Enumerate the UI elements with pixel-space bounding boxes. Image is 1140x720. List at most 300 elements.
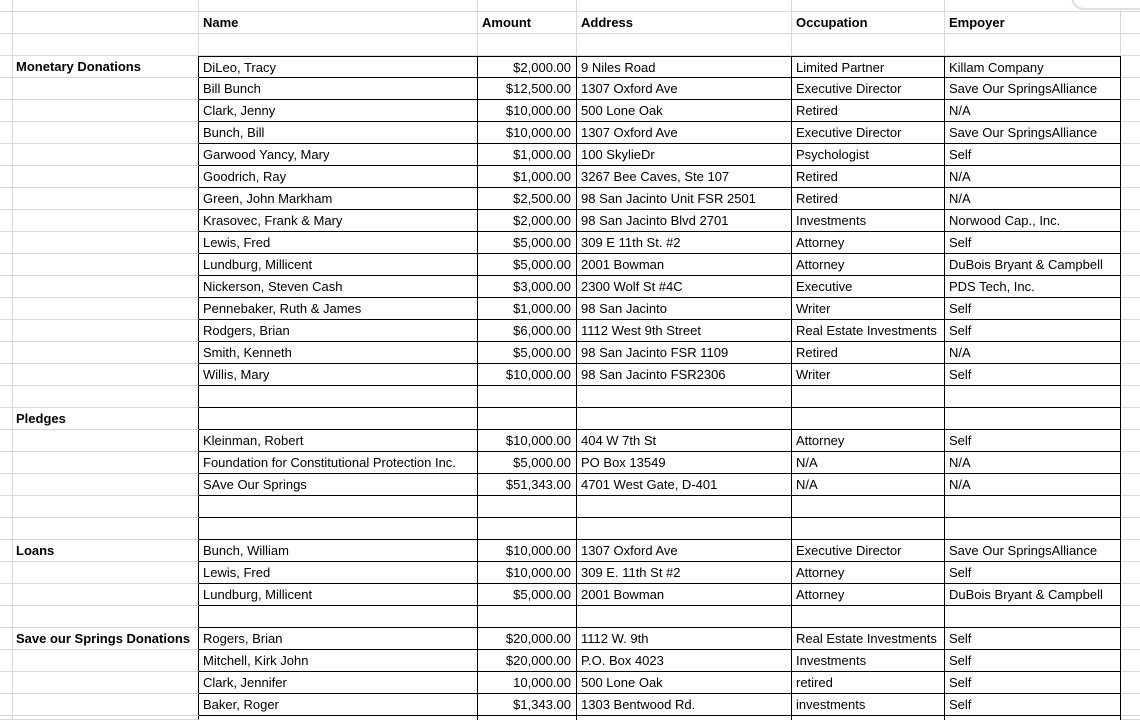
section-label[interactable]: Monetary Donations [13, 56, 199, 78]
cell-address[interactable]: 4701 West Gate, D-401 [577, 474, 792, 496]
table-row [0, 408, 1140, 430]
cell[interactable] [0, 518, 13, 540]
cell-address[interactable]: 98 San Jacinto FSR2306 [577, 364, 792, 386]
cell-occupation[interactable]: Executive Director [792, 122, 945, 144]
cell-occupation[interactable]: Retired [792, 100, 945, 122]
header-cell-employer[interactable]: Empoyer [945, 12, 1121, 34]
cell-employer[interactable]: N/A [945, 474, 1121, 496]
cell-occupation[interactable]: Writer [792, 364, 945, 386]
cell-occupation[interactable] [792, 606, 945, 628]
cell-employer[interactable]: PDS Tech, Inc. [945, 276, 1121, 298]
cell-occupation[interactable]: N/A [792, 452, 945, 474]
section-label[interactable]: Pledges [13, 408, 199, 430]
cell-address[interactable] [577, 386, 792, 408]
cell-name[interactable]: Lundburg, Millicent [199, 254, 478, 276]
cell-section[interactable] [13, 320, 199, 342]
cell-amount[interactable]: $10,000.00 [478, 430, 577, 452]
section-label[interactable]: Loans [13, 540, 199, 562]
cell-name[interactable]: Mitchell, Kirk John [199, 650, 478, 672]
table-row [0, 628, 1140, 650]
cell-employer[interactable]: Self [945, 694, 1121, 716]
cell [478, 0, 577, 12]
cell-employer[interactable] [945, 518, 1121, 540]
cell-employer[interactable]: Self [945, 364, 1121, 386]
table-row [0, 650, 1140, 672]
cell-employer[interactable]: Self [945, 320, 1121, 342]
cell[interactable] [0, 672, 13, 694]
cell-name[interactable]: Bunch, William [199, 540, 478, 562]
cell-name[interactable]: Baker, Roger [199, 694, 478, 716]
table-row [0, 210, 1140, 232]
cell-amount[interactable]: $5,000.00 [478, 254, 577, 276]
cell[interactable] [0, 34, 13, 56]
cell-name[interactable]: Clark, Jenny [199, 100, 478, 122]
cell-name[interactable]: Pennebaker, Ruth & James [199, 298, 478, 320]
cell-occupation[interactable]: Retired [792, 342, 945, 364]
cell-amount[interactable] [478, 408, 577, 430]
cell-amount[interactable]: $10,000.00 [478, 562, 577, 584]
cell-occupation[interactable] [792, 496, 945, 518]
cell-address[interactable]: 309 E 11th St. #2 [577, 232, 792, 254]
cell-address[interactable] [577, 408, 792, 430]
cell-address[interactable]: PO Box 13549 [577, 452, 792, 474]
cell-employer[interactable]: Self [945, 672, 1121, 694]
cell-address[interactable] [577, 606, 792, 628]
cell-amount[interactable]: $1,000.00 [478, 166, 577, 188]
table-row [0, 518, 1140, 540]
cell[interactable] [1121, 78, 1140, 100]
cell-section[interactable] [13, 430, 199, 452]
cell-employer[interactable]: Save Our SpringsAlliance [945, 122, 1121, 144]
table-row [0, 716, 1140, 720]
cell-address[interactable]: 1112 West 9th Street [577, 320, 792, 342]
cell[interactable] [1121, 672, 1140, 694]
cell-name[interactable]: Garwood Yancy, Mary [199, 144, 478, 166]
cell-section[interactable] [13, 672, 199, 694]
cell[interactable] [0, 12, 13, 34]
table-row [0, 232, 1140, 254]
cell[interactable] [199, 34, 478, 56]
cell-name[interactable]: Smith, Kenneth [199, 342, 478, 364]
table-row [0, 320, 1140, 342]
cell-amount[interactable]: $12,500.00 [478, 78, 577, 100]
cell[interactable] [1121, 34, 1140, 56]
cell-amount[interactable]: $1,000.00 [478, 298, 577, 320]
cell-amount[interactable]: $3,000.00 [478, 276, 577, 298]
cell-amount[interactable] [478, 386, 577, 408]
cell-name[interactable]: Rogers, Brian [199, 628, 478, 650]
cell-section[interactable] [13, 386, 199, 408]
cell-employer[interactable]: Self [945, 562, 1121, 584]
cell-section[interactable] [13, 474, 199, 496]
cell[interactable] [0, 122, 13, 144]
cell-section[interactable] [13, 562, 199, 584]
cell[interactable] [0, 430, 13, 452]
cell[interactable] [1121, 452, 1140, 474]
cell-address[interactable]: 98 San Jacinto FSR 1109 [577, 342, 792, 364]
cell-address[interactable]: 2001 Bowman [577, 254, 792, 276]
cell-section[interactable] [13, 342, 199, 364]
cell[interactable] [1121, 518, 1140, 540]
cell-occupation[interactable]: Attorney [792, 430, 945, 452]
header-row [0, 12, 1140, 34]
floating-panel-corner [1071, 0, 1140, 10]
table-row [0, 584, 1140, 606]
cell-amount[interactable]: $5,000.00 [478, 452, 577, 474]
cell-occupation[interactable]: Real Estate Investments [792, 320, 945, 342]
cell[interactable] [1121, 56, 1140, 78]
cell-amount[interactable]: $5,000.00 [478, 342, 577, 364]
cell-name[interactable]: Lundburg, Millicent [199, 584, 478, 606]
cell[interactable] [0, 386, 13, 408]
cell-employer[interactable]: N/A [945, 452, 1121, 474]
cell-amount[interactable]: $20,000.00 [478, 628, 577, 650]
cell[interactable] [1121, 606, 1140, 628]
cell-amount[interactable]: $10,000.00 [478, 540, 577, 562]
cell[interactable] [0, 100, 13, 122]
table-row [0, 540, 1140, 562]
cell-occupation[interactable]: Attorney [792, 232, 945, 254]
cell-name[interactable]: Nickerson, Steven Cash [199, 276, 478, 298]
cell-employer[interactable]: Self [945, 298, 1121, 320]
cell[interactable] [1121, 584, 1140, 606]
cell-occupation[interactable]: N/A [792, 474, 945, 496]
cell [945, 716, 1121, 720]
cell-employer[interactable] [945, 496, 1121, 518]
cell-name[interactable]: Bunch, Bill [199, 122, 478, 144]
cell-section[interactable] [13, 584, 199, 606]
cell-amount[interactable]: $51,343.00 [478, 474, 577, 496]
cell-occupation[interactable]: Attorney [792, 254, 945, 276]
cell[interactable] [13, 34, 199, 56]
cell-address[interactable]: 309 E. 11th St #2 [577, 562, 792, 584]
cell-occupation[interactable]: Attorney [792, 562, 945, 584]
cell[interactable] [1121, 540, 1140, 562]
cell [13, 716, 199, 720]
cell-employer[interactable]: Save Our SpringsAlliance [945, 78, 1121, 100]
cell-name[interactable]: Lewis, Fred [199, 562, 478, 584]
cell-address[interactable]: 9 Niles Road [577, 56, 792, 78]
cell[interactable] [0, 254, 13, 276]
table-row [0, 474, 1140, 496]
cell-occupation[interactable]: Investments [792, 210, 945, 232]
cell-employer[interactable]: Self [945, 628, 1121, 650]
cell-occupation[interactable]: Executive Director [792, 540, 945, 562]
cell[interactable] [1121, 694, 1140, 716]
cell-name[interactable]: Foundation for Constitutional Protection Inc. [199, 452, 478, 474]
cell-address[interactable]: 500 Lone Oak [577, 100, 792, 122]
cell-employer[interactable]: Self [945, 144, 1121, 166]
cell[interactable] [1121, 276, 1140, 298]
cell-occupation[interactable]: Investments [792, 650, 945, 672]
cell-amount[interactable]: $10,000.00 [478, 364, 577, 386]
header-cell-occupation[interactable]: Occupation [792, 12, 945, 34]
cell-occupation[interactable]: investments [792, 694, 945, 716]
cell-employer[interactable]: Self [945, 650, 1121, 672]
cell[interactable] [1121, 342, 1140, 364]
cell-section[interactable] [13, 100, 199, 122]
cell-occupation[interactable]: Executive [792, 276, 945, 298]
section-label[interactable]: Save our Springs Donations [13, 628, 199, 650]
cell-section[interactable] [13, 232, 199, 254]
cell-amount[interactable]: 10,000.00 [478, 672, 577, 694]
cell[interactable] [0, 188, 13, 210]
table-row [0, 254, 1140, 276]
cell[interactable] [0, 166, 13, 188]
table-row [0, 606, 1140, 628]
cell[interactable] [0, 56, 13, 78]
cell[interactable] [792, 34, 945, 56]
cell-section[interactable] [13, 166, 199, 188]
cell-amount[interactable]: $5,000.00 [478, 584, 577, 606]
cell-amount[interactable] [478, 606, 577, 628]
cell-address[interactable]: 98 San Jacinto [577, 298, 792, 320]
cell-occupation[interactable]: Attorney [792, 584, 945, 606]
cell-amount[interactable] [478, 518, 577, 540]
cell[interactable] [0, 320, 13, 342]
cell-employer[interactable]: Self [945, 232, 1121, 254]
cell-address[interactable]: 1307 Oxford Ave [577, 122, 792, 144]
cell-occupation[interactable]: Limited Partner [792, 56, 945, 78]
cell-name[interactable]: SAve Our Springs [199, 474, 478, 496]
cell[interactable] [1121, 188, 1140, 210]
cell-address[interactable] [577, 496, 792, 518]
cell-amount[interactable]: $10,000.00 [478, 122, 577, 144]
cell-section[interactable] [13, 78, 199, 100]
cell[interactable] [1121, 166, 1140, 188]
table-row [0, 452, 1140, 474]
cell-section[interactable] [13, 452, 199, 474]
cell-amount[interactable]: $6,000.00 [478, 320, 577, 342]
cell-employer[interactable]: Self [945, 430, 1121, 452]
cell-name[interactable]: DiLeo, Tracy [199, 56, 478, 78]
table-row [0, 100, 1140, 122]
cell-name[interactable] [199, 496, 478, 518]
cell-address[interactable]: 1303 Bentwood Rd. [577, 694, 792, 716]
cell-address[interactable]: 500 Lone Oak [577, 672, 792, 694]
cell-section[interactable] [13, 188, 199, 210]
table-row [0, 430, 1140, 452]
cell[interactable] [1121, 12, 1140, 34]
cell [199, 0, 478, 12]
cell[interactable] [1121, 650, 1140, 672]
cell-section[interactable] [13, 518, 199, 540]
table-row [0, 364, 1140, 386]
cell-employer[interactable] [945, 386, 1121, 408]
header-cell-amount[interactable]: Amount [478, 12, 577, 34]
cell[interactable] [0, 452, 13, 474]
cell[interactable] [1121, 122, 1140, 144]
cell-section[interactable] [13, 122, 199, 144]
table-row [0, 562, 1140, 584]
cell [0, 716, 13, 720]
cell[interactable] [1121, 562, 1140, 584]
cell-amount[interactable]: $10,000.00 [478, 100, 577, 122]
table-row [0, 56, 1140, 78]
cell-occupation[interactable]: Real Estate Investments [792, 628, 945, 650]
cell-section[interactable] [13, 650, 199, 672]
cell-address[interactable]: 1307 Oxford Ave [577, 540, 792, 562]
cell[interactable] [0, 694, 13, 716]
cell-amount[interactable]: $1,000.00 [478, 144, 577, 166]
cell-amount[interactable]: $1,343.00 [478, 694, 577, 716]
cell[interactable] [577, 34, 792, 56]
cell-occupation[interactable] [792, 386, 945, 408]
cell-employer[interactable]: N/A [945, 166, 1121, 188]
cell-occupation[interactable]: retired [792, 672, 945, 694]
cell[interactable] [0, 232, 13, 254]
cell[interactable] [0, 342, 13, 364]
cell [577, 716, 792, 720]
cell-amount[interactable]: $5,000.00 [478, 232, 577, 254]
header-cell-name[interactable]: Name [199, 12, 478, 34]
cell [478, 716, 577, 720]
table-row [0, 78, 1140, 100]
cell[interactable] [0, 298, 13, 320]
table-row [0, 166, 1140, 188]
cell-amount[interactable]: $20,000.00 [478, 650, 577, 672]
header-cell-address[interactable]: Address [577, 12, 792, 34]
cell-name[interactable] [199, 518, 478, 540]
cell-employer[interactable]: Save Our SpringsAlliance [945, 540, 1121, 562]
cell-occupation[interactable]: Psychologist [792, 144, 945, 166]
cell-section[interactable] [13, 144, 199, 166]
cell-occupation[interactable]: Executive Director [792, 78, 945, 100]
cell[interactable] [0, 144, 13, 166]
cell[interactable] [0, 474, 13, 496]
cell-address[interactable]: 98 San Jacinto Unit FSR 2501 [577, 188, 792, 210]
cell[interactable] [0, 606, 13, 628]
cell-name[interactable]: Goodrich, Ray [199, 166, 478, 188]
cell-employer[interactable]: N/A [945, 100, 1121, 122]
cell-amount[interactable]: $2,000.00 [478, 56, 577, 78]
table-row [0, 188, 1140, 210]
cell[interactable] [0, 78, 13, 100]
cell-employer[interactable]: N/A [945, 342, 1121, 364]
cell-occupation[interactable]: Retired [792, 188, 945, 210]
cell[interactable] [0, 650, 13, 672]
cell [1121, 716, 1140, 720]
cell-employer[interactable]: DuBois Bryant & Campbell [945, 254, 1121, 276]
cell-occupation[interactable]: Writer [792, 298, 945, 320]
cell[interactable] [1121, 320, 1140, 342]
cell [0, 0, 13, 12]
cell[interactable] [0, 628, 13, 650]
cell-address[interactable]: 1307 Oxford Ave [577, 78, 792, 100]
cell[interactable] [1121, 496, 1140, 518]
cell[interactable] [0, 408, 13, 430]
cell-name[interactable]: Bill Bunch [199, 78, 478, 100]
cell-employer[interactable]: DuBois Bryant & Campbell [945, 584, 1121, 606]
cell-section[interactable] [13, 298, 199, 320]
cell-section[interactable] [13, 364, 199, 386]
cell-section[interactable] [13, 694, 199, 716]
cell-name[interactable]: Green, John Markham [199, 188, 478, 210]
cell-name[interactable]: Willis, Mary [199, 364, 478, 386]
cell[interactable] [1121, 430, 1140, 452]
table-row [0, 672, 1140, 694]
cell-section[interactable] [13, 276, 199, 298]
cell-address[interactable]: 3267 Bee Caves, Ste 107 [577, 166, 792, 188]
table-row [0, 694, 1140, 716]
cell-name[interactable]: Lewis, Fred [199, 232, 478, 254]
cell [792, 0, 945, 12]
cell[interactable] [478, 34, 577, 56]
cell[interactable] [0, 210, 13, 232]
cell[interactable] [1121, 210, 1140, 232]
cell-amount[interactable]: $2,000.00 [478, 210, 577, 232]
cell[interactable] [1121, 144, 1140, 166]
cell[interactable] [0, 364, 13, 386]
cell-name[interactable]: Krasovec, Frank & Mary [199, 210, 478, 232]
cell-occupation[interactable]: Retired [792, 166, 945, 188]
cell-occupation[interactable] [792, 408, 945, 430]
cell[interactable] [1121, 474, 1140, 496]
table-row [0, 386, 1140, 408]
cell-employer[interactable] [945, 408, 1121, 430]
cell-section[interactable] [13, 210, 199, 232]
cell-address[interactable]: 1112 W. 9th [577, 628, 792, 650]
cell[interactable] [1121, 100, 1140, 122]
cell-employer[interactable]: N/A [945, 188, 1121, 210]
cell-name[interactable] [199, 606, 478, 628]
cell-section[interactable] [13, 606, 199, 628]
cell[interactable] [1121, 364, 1140, 386]
cell[interactable] [1121, 408, 1140, 430]
cell-name[interactable] [199, 386, 478, 408]
table-row [0, 34, 1140, 56]
cell[interactable] [1121, 254, 1140, 276]
cell[interactable] [1121, 386, 1140, 408]
cell-occupation[interactable] [792, 518, 945, 540]
cell-employer[interactable]: Norwood Cap., Inc. [945, 210, 1121, 232]
cell[interactable] [0, 562, 13, 584]
cell-employer[interactable] [945, 606, 1121, 628]
cell-name[interactable]: Rodgers, Brian [199, 320, 478, 342]
cell[interactable] [1121, 628, 1140, 650]
cell-address[interactable] [577, 518, 792, 540]
cell-section[interactable] [13, 496, 199, 518]
cell[interactable] [13, 12, 199, 34]
cell[interactable] [0, 584, 13, 606]
cell[interactable] [945, 34, 1121, 56]
cell-address[interactable]: P.O. Box 4023 [577, 650, 792, 672]
cell-employer[interactable]: Killam Company [945, 56, 1121, 78]
cell [13, 0, 199, 12]
cell-amount[interactable] [478, 496, 577, 518]
cell [577, 0, 792, 12]
table-row [0, 342, 1140, 364]
cell-address[interactable]: 98 San Jacinto Blvd 2701 [577, 210, 792, 232]
table-row [0, 0, 1140, 12]
cell-name[interactable] [199, 408, 478, 430]
cell-address[interactable]: 2001 Bowman [577, 584, 792, 606]
cell[interactable] [1121, 298, 1140, 320]
cell-name[interactable]: Clark, Jennifer [199, 672, 478, 694]
cell-address[interactable]: 2300 Wolf St #4C [577, 276, 792, 298]
cell[interactable] [0, 496, 13, 518]
cell-address[interactable]: 404 W 7th St [577, 430, 792, 452]
cell[interactable] [1121, 232, 1140, 254]
table-row [0, 496, 1140, 518]
cell-amount[interactable]: $2,500.00 [478, 188, 577, 210]
cell-address[interactable]: 100 SkylieDr [577, 144, 792, 166]
cell[interactable] [0, 540, 13, 562]
cell-section[interactable] [13, 254, 199, 276]
table-row [0, 122, 1140, 144]
cell[interactable] [0, 276, 13, 298]
cell-name[interactable]: Kleinman, Robert [199, 430, 478, 452]
